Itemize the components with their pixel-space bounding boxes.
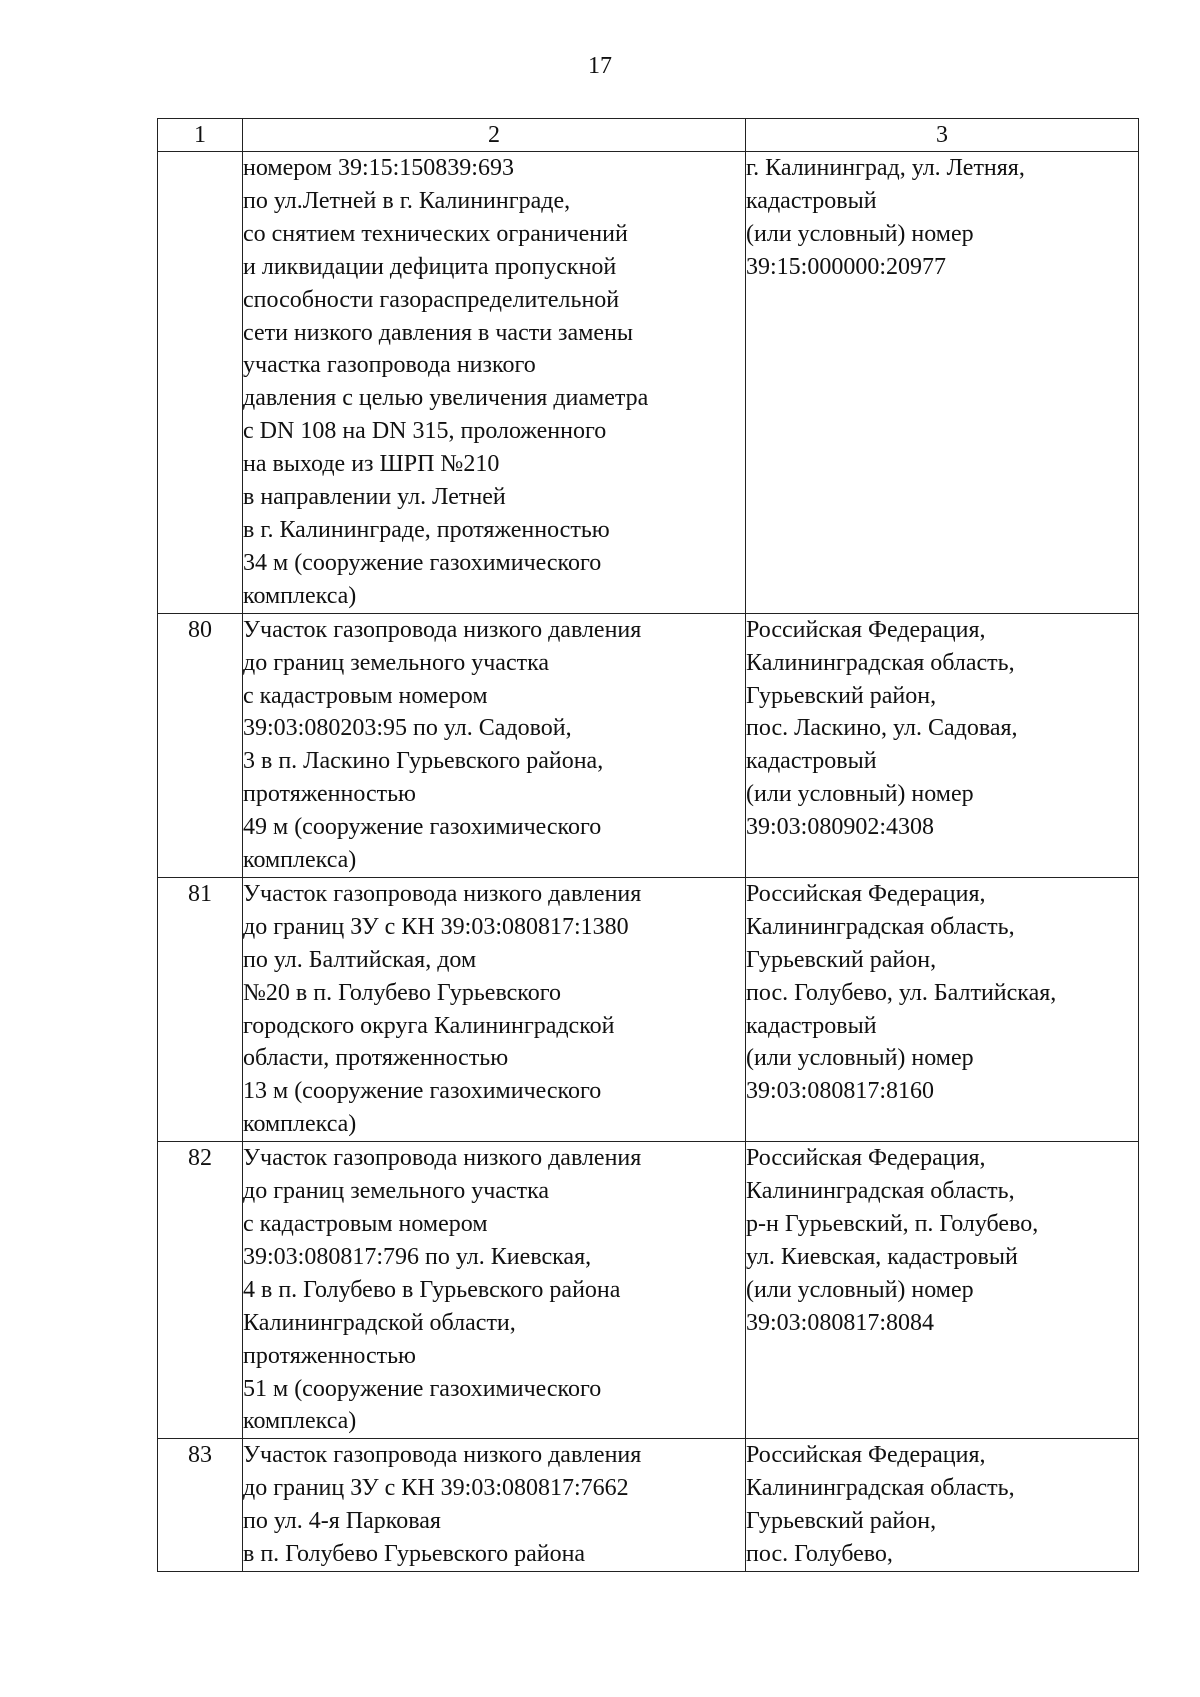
object-description-cell — [243, 1142, 746, 1439]
object-description-cell — [243, 152, 746, 614]
object-address-cell — [746, 613, 1139, 877]
description-line: 39:03:080203:95 по ул. Садовой, — [243, 715, 572, 742]
address-line: Калининградская область, — [746, 649, 1015, 676]
description-line: комплекса) — [243, 582, 357, 609]
address-line: 39:03:080817:8084 — [746, 1309, 935, 1336]
description-line: со снятием технических ограничений — [243, 220, 628, 247]
address-line: Гурьевский район, — [746, 1508, 937, 1535]
address-line: (или условный) номер — [746, 1045, 974, 1072]
header-row — [158, 119, 1139, 152]
description-line: Участок газопровода низкого давления — [243, 1145, 642, 1172]
description-line: Участок газопровода низкого давления — [243, 880, 642, 907]
object-address-cell — [746, 152, 1139, 614]
table-row — [158, 1439, 1139, 1572]
description-line: 4 в п. Голубево в Гурьевского района — [243, 1276, 621, 1303]
description-line: по ул. Балтийская, дом — [243, 946, 477, 973]
address-line: Российская Федерация, — [746, 1442, 986, 1469]
table-row — [158, 152, 1139, 614]
table-row — [158, 613, 1139, 877]
address-line: Калининградская область, — [746, 913, 1015, 940]
address-line: Гурьевский район, — [746, 682, 937, 709]
description-line: до границ ЗУ с КН 39:03:080817:1380 — [243, 913, 629, 940]
description-line: сети низкого давления в части замены — [243, 319, 633, 346]
address-line: р-н Гурьевский, п. Голубево, — [746, 1211, 1039, 1237]
table-header — [158, 119, 1139, 152]
description-line: способности газораспределительной — [243, 286, 620, 313]
description-line: комплекса) — [243, 1111, 357, 1138]
address-line: Калининградская область, — [746, 1178, 1015, 1205]
registry-table — [157, 118, 1139, 1572]
description-line: №20 в п. Голубево Гурьевского — [243, 979, 561, 1006]
description-line: области, протяженностью — [243, 1045, 509, 1072]
address-line: Российская Федерация, — [746, 616, 986, 643]
description-line: 51 м (сооружение газохимического — [243, 1375, 602, 1402]
row-number-cell: 80 — [158, 613, 243, 877]
address-line: Российская Федерация, — [746, 880, 986, 907]
description-line: 13 м (сооружение газохимического — [243, 1078, 602, 1105]
address-line: ул. Киевская, кадастровый — [746, 1243, 1018, 1270]
address-line: кадастровый — [746, 187, 877, 214]
column-header-2: 2 — [243, 119, 746, 152]
object-address-cell — [746, 1439, 1139, 1572]
description-line: 39:03:080817:796 по ул. Киевская, — [243, 1243, 592, 1270]
description-line: протяженностью — [243, 1342, 416, 1369]
object-description-cell — [243, 1439, 746, 1572]
address-line: Российская Федерация, — [746, 1145, 986, 1172]
page-number: 17 — [588, 53, 612, 79]
description-line: комплекса) — [243, 847, 357, 874]
address-line: (или условный) номер — [746, 1276, 974, 1303]
row-number-cell: 82 — [158, 1142, 243, 1439]
description-line: в п. Голубево Гурьевского района — [243, 1541, 586, 1568]
address-line: кадастровый — [746, 1012, 877, 1039]
description-line: комплекса) — [243, 1408, 357, 1435]
description-line: городского округа Калининградской — [243, 1012, 615, 1039]
column-header-3: 3 — [746, 119, 1139, 152]
table-row — [158, 877, 1139, 1141]
description-line: до границ ЗУ с КН 39:03:080817:7662 — [243, 1475, 629, 1502]
description-line: протяженностью — [243, 781, 416, 808]
description-line: с DN 108 на DN 315, проложенного — [243, 418, 607, 445]
row-number-cell: 81 — [158, 877, 243, 1141]
description-line: Участок газопровода низкого давления — [243, 1442, 642, 1469]
object-address-cell — [746, 877, 1139, 1141]
address-line: (или условный) номер — [746, 781, 974, 808]
description-line: участка газопровода низкого — [243, 352, 536, 379]
address-line: 39:15:000000:20977 — [746, 253, 947, 280]
description-line: до границ земельного участка — [243, 649, 550, 676]
description-line: с кадастровым номером — [243, 1211, 488, 1237]
description-line: в г. Калининграде, протяженностью — [243, 516, 610, 543]
address-line: (или условный) номер — [746, 220, 974, 247]
row-number-cell: 83 — [158, 1439, 243, 1572]
description-line: Калининградской области, — [243, 1309, 516, 1336]
column-header-1: 1 — [158, 119, 243, 152]
description-line: 34 м (сооружение газохимического — [243, 549, 602, 576]
address-line: пос. Голубево, ул. Балтийская, — [746, 979, 1057, 1006]
object-address-cell — [746, 1142, 1139, 1439]
description-line: номером 39:15:150839:693 — [243, 155, 514, 181]
address-line: 39:03:080817:8160 — [746, 1078, 935, 1105]
address-line: кадастровый — [746, 748, 877, 775]
address-line: 39:03:080902:4308 — [746, 814, 935, 841]
address-line: г. Калининград, ул. Летняя, — [746, 155, 1025, 181]
description-line: с кадастровым номером — [243, 682, 488, 709]
object-description-cell — [243, 877, 746, 1141]
address-line: пос. Ласкино, ул. Садовая, — [746, 715, 1018, 742]
address-line: Гурьевский район, — [746, 946, 937, 973]
table-row — [158, 1142, 1139, 1439]
description-line: в направлении ул. Летней — [243, 484, 506, 511]
description-line: по ул.Летней в г. Калининграде, — [243, 187, 571, 214]
address-line: Калининградская область, — [746, 1475, 1015, 1502]
table-body — [158, 152, 1139, 1572]
row-number-cell — [158, 152, 243, 614]
description-line: по ул. 4-я Парковая — [243, 1508, 441, 1535]
description-line: 3 в п. Ласкино Гурьевского района, — [243, 748, 604, 775]
object-description-cell — [243, 613, 746, 877]
description-line: давления с целью увеличения диаметра — [243, 385, 649, 412]
description-line: до границ земельного участка — [243, 1178, 550, 1205]
description-line: и ликвидации дефицита пропускной — [243, 253, 617, 280]
address-line: пос. Голубево, — [746, 1541, 893, 1568]
description-line: 49 м (сооружение газохимического — [243, 814, 602, 841]
description-line: на выходе из ШРП №210 — [243, 451, 500, 478]
description-line: Участок газопровода низкого давления — [243, 616, 642, 643]
